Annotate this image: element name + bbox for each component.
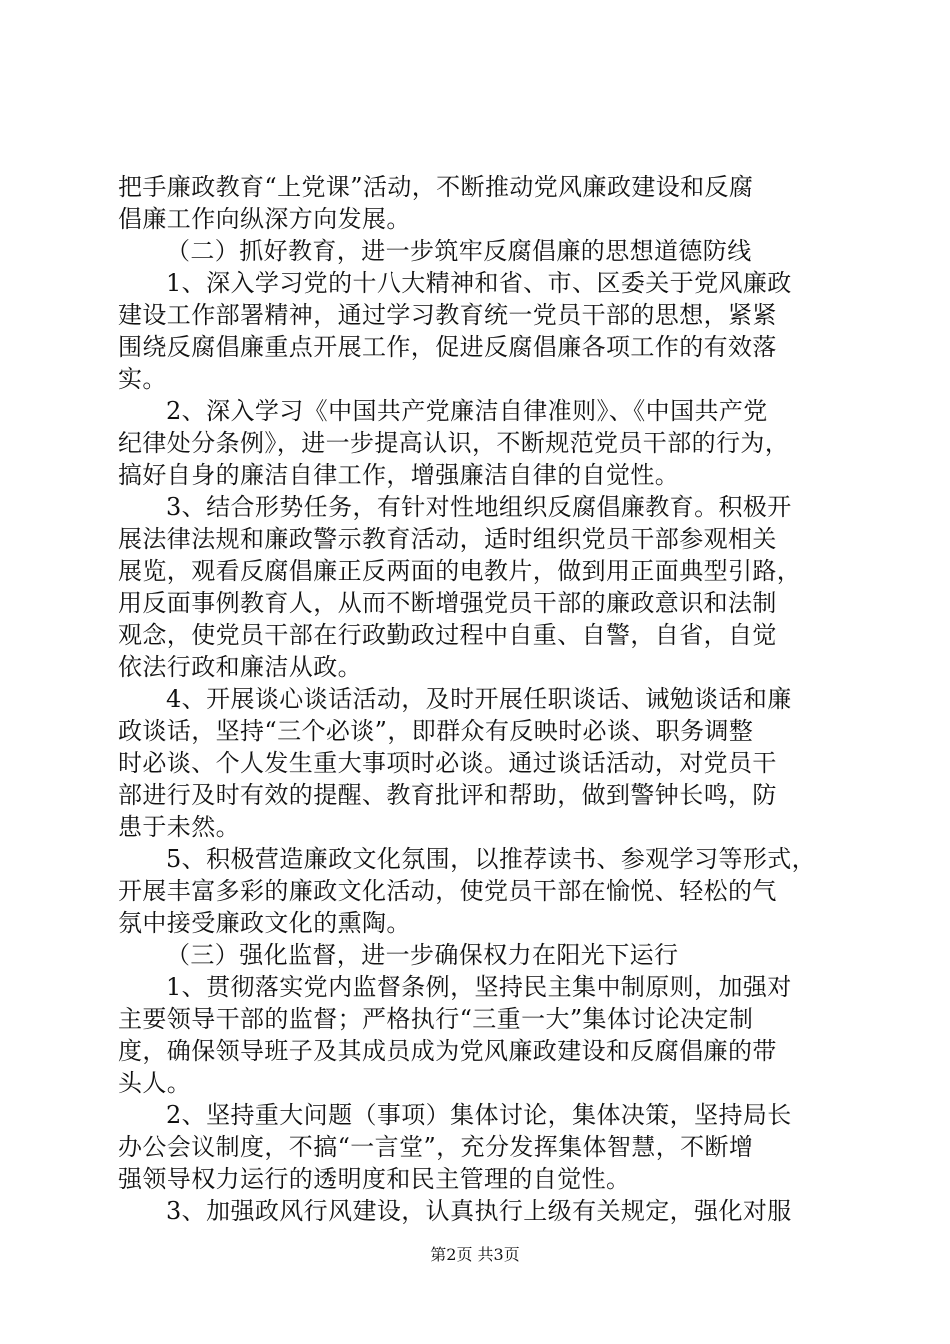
text-line: 建设工作部署精神，通过学习教育统一党员干部的思想，紧紧	[118, 301, 777, 329]
paragraph-item	[118, 267, 834, 395]
text-line: 部进行及时有效的提醒、教育批评和帮助，做到警钟长鸣，防	[118, 781, 777, 809]
text-line: 强领导权力运行的透明度和民主管理的自觉性。	[118, 1165, 631, 1193]
text-line: 倡廉工作向纵深方向发展。	[118, 205, 411, 233]
text-line: 政谈话，坚持“三个必谈”，即群众有反映时必谈、职务调整	[118, 717, 754, 745]
text-line: 搞好自身的廉洁自律工作，增强廉洁自律的自觉性。	[118, 461, 680, 489]
text-line: 围绕反腐倡廉重点开展工作，促进反腐倡廉各项工作的有效落	[118, 333, 777, 361]
paragraph-item	[118, 491, 834, 683]
text-line: 实。	[118, 365, 167, 393]
heading-text: （二）抓好教育，进一步筑牢反腐倡廉的思想道德防线	[166, 237, 752, 265]
paragraph-item	[118, 1099, 834, 1195]
text-line: 用反面事例教育人，从而不断增强党员干部的廉政意识和法制	[118, 589, 777, 617]
text-line: 依法行政和廉洁从政。	[118, 653, 362, 681]
paragraph-item	[118, 843, 834, 939]
paragraph-item	[118, 1195, 834, 1227]
text-line: 2、坚持重大问题（事项）集体讨论，集体决策，坚持局长	[166, 1101, 792, 1129]
text-line: 度，确保领导班子及其成员成为党风廉政建设和反腐倡廉的带	[118, 1037, 777, 1065]
paragraph-intro	[118, 171, 834, 235]
text-line: 展览，观看反腐倡廉正反两面的电教片，做到用正面典型引路，	[118, 557, 802, 585]
text-line: 1、贯彻落实党内监督条例，坚持民主集中制原则，加强对	[166, 973, 792, 1001]
text-line: 时必谈、个人发生重大事项时必谈。通过谈话活动，对党员干	[118, 749, 777, 777]
text-line: 3、结合形势任务，有针对性地组织反腐倡廉教育。积极开	[166, 493, 792, 521]
text-line: 主要领导干部的监督；严格执行“三重一大”集体讨论决定制	[118, 1005, 754, 1033]
text-line: 展法律法规和廉政警示教育活动，适时组织党员干部参观相关	[118, 525, 777, 553]
text-line: 患于未然。	[118, 813, 240, 841]
paragraph-item	[118, 971, 834, 1099]
text-line: 3、加强政风行风建设，认真执行上级有关规定，强化对服	[166, 1197, 792, 1225]
section-heading-2	[118, 235, 834, 267]
text-line: 开展丰富多彩的廉政文化活动，使党员干部在愉悦、轻松的气	[118, 877, 777, 905]
text-line: 5、积极营造廉政文化氛围，以推荐读书、参观学习等形式，	[166, 845, 817, 873]
section-heading-3	[118, 939, 834, 971]
text-line: 1、深入学习党的十八大精神和省、市、区委关于党风廉政	[166, 269, 792, 297]
page-footer	[0, 1245, 950, 1265]
text-line: 把手廉政教育“上党课”活动，不断推动党风廉政建设和反腐	[118, 173, 754, 201]
heading-text: （三）强化监督，进一步确保权力在阳光下运行	[166, 941, 679, 969]
document-body	[118, 171, 834, 1227]
text-line: 头人。	[118, 1069, 192, 1097]
text-line: 纪律处分条例》，进一步提高认识，不断规范党员干部的行为，	[118, 429, 790, 457]
paragraph-item	[118, 683, 834, 843]
text-line: 4、开展谈心谈话活动，及时开展任职谈话、诫勉谈话和廉	[166, 685, 792, 713]
text-line: 2、深入学习《中国共产党廉洁自律准则》、《中国共产党	[166, 397, 768, 425]
text-line: 观念，使党员干部在行政勤政过程中自重、自警，自省，自觉	[118, 621, 777, 649]
text-line: 氛中接受廉政文化的熏陶。	[118, 909, 411, 937]
text-line: 办公会议制度，不搞“一言堂”，充分发挥集体智慧，不断增	[118, 1133, 754, 1161]
paragraph-item	[118, 395, 834, 491]
page-number-label: 第2页 共3页	[430, 1245, 520, 1264]
